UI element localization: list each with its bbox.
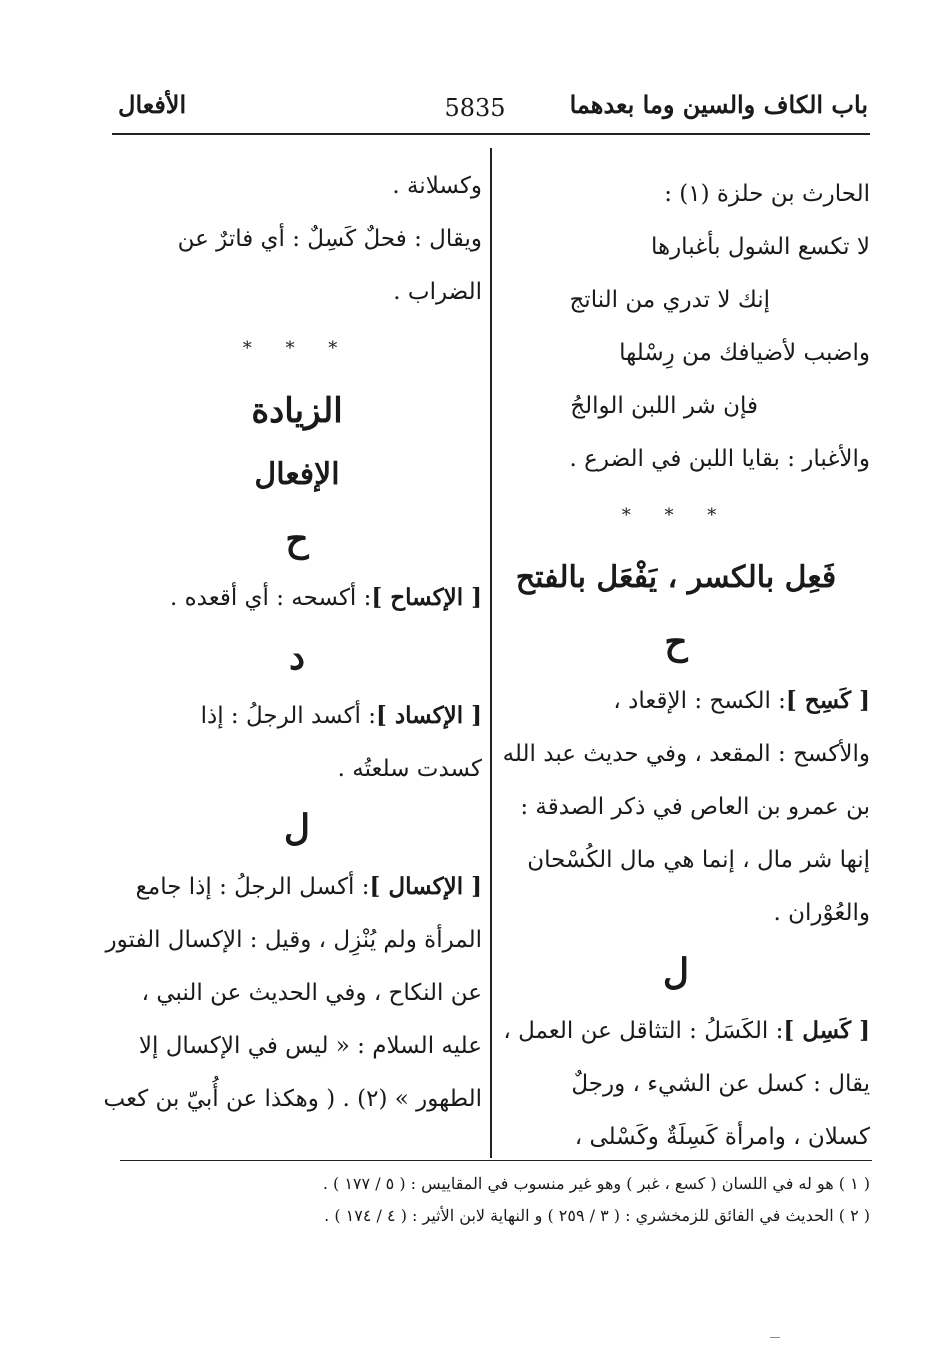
headword: [ كَسِح ]: [785, 687, 870, 714]
section-separator: * * *: [242, 338, 352, 359]
entry-line: الطهور » (٢) . ( وهكذا عن أُبيّ بن كعب: [103, 1086, 482, 1112]
entry-line: والعُوْران .: [773, 900, 870, 926]
chapter-title: باب الكاف والسين وما بعدهما: [569, 90, 868, 119]
text-line: الضراب .: [393, 279, 482, 305]
letter-heading: ل: [283, 807, 311, 849]
entry-line: عن النكاح ، وفي الحديث عن النبي ،: [141, 980, 482, 1006]
right-column: [482, 168, 870, 1164]
headword: [ كَسِل ]: [783, 1017, 870, 1044]
page-number: 5835: [444, 94, 506, 122]
entry-text: : أكسل الرجلُ : إذا جامع: [135, 874, 370, 900]
footnotes: [80, 1168, 870, 1232]
text-line: والأغبار : بقايا اللبن في الضرع .: [569, 446, 870, 472]
verse-line: إنك لا تدري من الناتج: [569, 287, 770, 313]
verse-line: فإن شر اللبن الوالجُ: [570, 393, 758, 419]
entry-line: المرأة ولم يُنْزِل ، وقيل : الإكسال الفتور: [105, 927, 482, 953]
page-mark: [770, 1337, 780, 1338]
letter-heading: ل: [662, 951, 690, 993]
entry-line: بن عمرو بن العاص في ذكر الصدقة :: [520, 794, 870, 820]
letter-heading: ح: [664, 621, 688, 663]
entry-line: [112, 571, 482, 625]
section-title: فَعِل بالكسر ، يَفْعَل بالفتح: [515, 560, 837, 595]
entry-text: : الكَسَلُ : التثاقل عن العمل ،: [503, 1018, 784, 1044]
entry-text: : الكسح : الإقعاد ،: [613, 688, 786, 714]
footnote-2: ( ٢ ) الحديث في الفائق للزمخشري : ( ٣ / ٢٥٩ ) و النهاية لابن الأثير : ( ٤ / ١٧٤ ) .: [324, 1206, 870, 1225]
entry-line: يقال : كسل عن الشيء ، ورجلٌ: [571, 1071, 870, 1097]
entry-text: : أكسد الرجلُ : إذا: [200, 703, 376, 729]
header-rule: [112, 133, 870, 135]
entry-line: [482, 1004, 870, 1058]
entry-line: كسلان ، وامرأة كَسِلَةٌ وكَسْلى ،: [574, 1124, 870, 1150]
entry-line: كسدت سلعتُه .: [337, 756, 482, 782]
section-running-title: الأفعال: [118, 90, 187, 119]
entry-line: عليه السلام : « ليس في الإكسال إلا: [138, 1033, 482, 1059]
entry-text: : أكسحه : أي أقعده .: [169, 585, 372, 611]
section-title-ifal: الإفعال: [254, 457, 340, 492]
entry-line: إنها شر مال ، إنما هي مال الكُسْحان: [527, 847, 870, 873]
letter-heading: ح: [285, 518, 309, 560]
entry-line: [482, 674, 870, 728]
footnote-1: ( ١ ) هو له في اللسان ( كسع ، غبر ) وهو غير منسوب في المقاييس : ( ٥ / ١٧٧ ) .: [322, 1174, 870, 1193]
entry-line: [112, 689, 482, 743]
verse-line: لا تكسع الشول بأغبارها: [650, 234, 870, 260]
letter-heading: د: [288, 636, 306, 678]
headword: [ الإكسال ]: [369, 873, 482, 900]
headword: [ الإكساد ]: [375, 702, 482, 729]
text-line: ويقال : فحلٌ كَسِلٌ : أي فاترٌ عن: [177, 226, 482, 252]
section-title-ziyada: الزيادة: [251, 391, 343, 431]
left-column: [103, 160, 482, 1126]
text-line: وكسلانة .: [392, 173, 482, 199]
footnote-rule: [120, 1160, 872, 1161]
entry-line: [112, 860, 482, 914]
verse-line: واضبب لأضيافك من رِسْلها: [619, 340, 870, 366]
text-line: الحارث بن حلزة (١) :: [664, 181, 870, 207]
section-separator: * * *: [621, 505, 731, 526]
headword: [ الإكساح ]: [371, 584, 482, 611]
entry-line: والأكسح : المقعد ، وفي حديث عبد الله: [502, 741, 870, 767]
